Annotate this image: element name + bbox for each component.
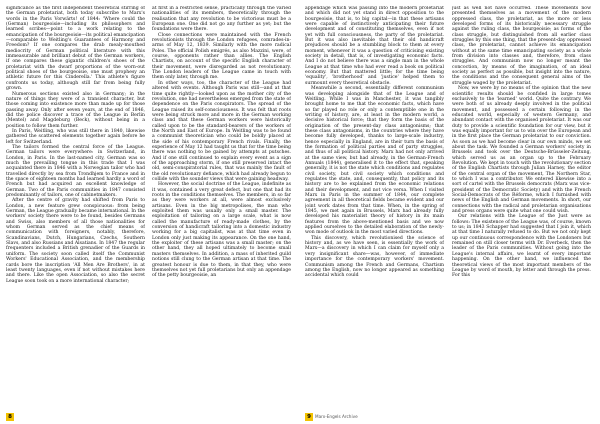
- paragraph: This discovery, which revolutionised the science of history and, as we have seen, is essentially the work of Marx—a discovery in which I can claim for myself only a very insignificant share—was, however, of immediate importance for the contemporary workers' movement. Communism among the French and Germans, Chartism among the English, now no longer appeared as something accidental which could: [305, 235, 444, 279]
- footer-text: Marx-Engels Archive: [315, 414, 358, 419]
- page-number-left: 8: [6, 413, 14, 421]
- paragraph: Close connections were maintained with the French revolutionists through the London refugees, comrades-in-arms of May 12, 1839. Similarly with the more radical Poles. The official Polish emigrés, as also Mazzini, were, of course, opponents rather than allies. The English Chartists, on account of the specific English character of their movement, were disregarded as not revolutionary. The London leaders of the League came in touch with them only later, through me.: [152, 32, 291, 81]
- text-column-2: [152, 6, 291, 406]
- page-number-right: 9: [305, 413, 313, 421]
- paragraph: significance as the first independent theoretical stirring of the German proletariat, both today subscribe to Marx's words in the Paris Vorwärts! of 1844: 'Where could the (German) bourgeoisie—including its philosophers and learned scribes—point to a work relating to the emancipation of the bourgeoisie—its political emancipation—comparable to Weitling's Guarantees of Harmony and Freedom? If one compares the drab mealy-mouthed mediocrity of German political literature with this immeasurable and brilliant debut of the German workers, if one compares these gigantic children's shoes of the proletariat with the dwarf proportions of the worn-out political shoes of the bourgeoisie, one must prophesy an athletic future for this Cinderella.' This athlete's figure confronts us today, although still far from being fully grown.: [6, 6, 145, 92]
- paragraph: The tailors formed the central force of the League. German tailors were everywhere: in Switzerland, in London, in Paris. In the last-named city, German was so much the prevailing tongue in this trade that I was acquainted there in 1846 with a Norwegian tailor who had travelled directly by sea from Trondhjem to France and in the space of eighteen months had learned hardly a word of French but had acquired an excellent knowledge of German. Two of the Paris communities in 1847 consisted predominantly of tailors, one of cabinetmakers.: [6, 144, 145, 199]
- paragraph: After the centre of gravity had shifted from Paris to London, a new feature grew conspicuous: from being German, the League gradually became international. In the workers' society there were to be found, besides Germans and Swiss, also members of all those nationalities for whom German served as the chief means of communication with foreigners, notably, therefore, Scandinavians, Dutch, Hungarians, Czechs, Southern Slavs, and also Russians and Alsatians. In 1847 the regular frequenters included a British grenadier of the Guards in uniform. The society soon called itself the Communist Workers' Educational Association, and the membership cards bore the inscription 'All Men Are Brothers', in at least twenty languages, even if not without mistakes here and there. Like the open Association, so also the secret League soon took on a more international character;: [6, 198, 145, 284]
- text-column-3: [305, 6, 444, 406]
- paragraph: Meanwhile a second, essentially different communism was developing alongside that of the League and of Weitling. While I was in Manchester, it was tangibly brought home to me that the economic facts, which have so far played no role or only a contemptible one in the writing of history, are, at least in the modern world, a decisive historical force; that they form the basis of the origination of the present-day class antagonisms; that these class antagonisms, in the countries where they have become fully developed, thanks to large-scale industry, hence especially in England, are in their turn the basis of the formation of political parties and of party struggles, and thus of all political history. Marx had not only arrived at the same view, but had already, in the German-French Annuals (1844), generalised it to the effect that, speaking generally, it is not the state which conditions and regulates civil society, but civil society which conditions and regulates the state, and, consequently, that policy and its history are to be explained from the economic relations and their development, and not vice versa. When I visited Marx in Paris in the summer of 1844, our complete agreement in all theoretical fields became evident and our joint work dates from that time. When, in the spring of 1845, we met again in Brussels, Marx had already fully developed his materialist theory of history in its main features from the above-mentioned basis and we now applied ourselves to the detailed elaboration of the newly-won mode of outlook in the most varied directions.: [305, 86, 444, 236]
- paragraph: Numerous sections existed also in Germany; in the nature of things they were of a transient character, but those coming into existence more than made up for those passing away. Only after seven years, at the end of 1846, did the police discover a trace of the League in Berlin (Mentel) and Magdeburg (Beck), without being in a position to follow them further.: [6, 91, 145, 129]
- paragraph: In other ways, too, the character of the League had altered with events. Although Paris was still—and at that time quite rightly—looked upon as the mother city of the revolution, one had nevertheless emerged from the state of dependence on the Paris conspirators. The spread of the League raised its self-consciousness. It was felt that roots were being struck more and more in the German working class and that these German workers were historically called upon to be the standard-bearers of the workers of the North and East of Europe. In Weitling was to be found a communist theoretician who could be boldly placed at the side of his contemporary French rivals. Finally, the experience of May 12 had taught us that for the time being there was nothing to be gained by attempts at putsches. And if one still continued to explain every event as a sign of the approaching storm, if one still preserved intact the old, semi-conspiratorial rules, that was mainly the fault of the old revolutionary defiance, which had already begun to collide with the sounder views that were gaining headway.: [152, 80, 291, 182]
- paragraph: However, the social doctrine of the League, indefinite as it was, contained a very great defect, but one that had its roots in the conditions themselves. The members, in so far as they were workers at all, were almost exclusively artisans. Even in the big metropolises, the man who exploited them was usually only a small master. The exploitation of tailoring on a large scale, what is now called the manufacture of ready-made clothes, by the conversion of handicraft tailoring into a domestic industry working for a big capitalist, was at that time even in London only just making its appearance. On the one hand, the exploiter of these artisans was a small master; on the other hand, they all hoped ultimately to become small masters themselves. In addition, a mass of inherited guild notions still clung to the German artisan at that time. The greatest honour is due to them, in that they, who were themselves not yet full proletarians but only an appendage of the petty bourgeoisie, an: [152, 182, 291, 279]
- text-column-4: [452, 6, 591, 406]
- paragraph: at first in a restricted sense, practically through the varied nationalities of its members, theoretically through the realisation that any revolution to be victorious must be a European one. One did not go any further as yet; but the foundations were there.: [152, 6, 291, 33]
- paragraph: just as well not have occurred. These movements now presented themselves as a movement of the modern oppressed class, the proletariat, as the more or less developed forms of its historically necessary struggle against the ruling class, the bourgeoisie; as forms of the class struggle, but distinguished from all earlier class struggles by this one thing, that the present-day oppressed class, the proletariat, cannot achieve its emancipation without at the same time emancipating society as a whole from division into classes and, therefore, from class struggles. And communism now no longer meant the concoction, by means of the imagination, of an ideal society as perfect as possible, but insight into the nature, the conditions and the consequent general aims of the struggle waged by the proletariat.: [452, 6, 591, 86]
- text-column-1: [6, 6, 145, 406]
- paragraph: Now, we were by no means of the opinion that the new scientific results should be confided in large tomes exclusively to the 'learned' world. Quite the contrary. We were both of us already deeply involved in the political movement, and possessed a certain following in the educated world, especially of western Germany, and abundant contact with the organised proletariat. It was our duty to provide a scientific foundation for our view, but it was equally important for us to win over the European and in the first place the German proletariat to our conviction. As soon as we had become clear in our own minds, we set about the task. We founded a German workers' society in Brussels and took over the Deutsche-Brüsseler-Zeitung, which served us as an organ up to the February Revolution. We kept in touch with the revolutionary section of the English Chartists through Julian Harney, the editor of the central organ of the movement, The Northern Star, to which I was a contributor. We entered likewise into a sort of cartel with the Brussels democrats (Marx was vice-president of the Democratic Society) and with the French Social-Democrats of the Réforme, which I furnished with news of the English and German movements. In short, our connections with the radical and proletarian organisations and press organs were quite what one could wish.: [452, 86, 591, 215]
- paragraph: Our relations with the League of the Just were as follows: The existence of the League was, of course, known to us; in 1843 Schapper had suggested that I join it, which at that time I naturally refused to do. But we not only kept up our continuous correspondence with the Londoners but remained on still closer terms with Dr. Everbeck, then the leader of the Paris communities. Without going into the League's internal affairs, we learnt of every important happening. On the other hand, we influenced the theoretical views of the most important members of the League by word of mouth, by letter and through the press. For this: [452, 214, 591, 279]
- paragraph: In Paris, Weitling, who was still there in 1840, likewise gathered the scattered elements together again before he left for Switzerland.: [6, 128, 145, 145]
- paragraph: appendage which was passing into the modern proletariat and which did not yet stand in direct opposition to the bourgeoisie, that is, to big capital—in that these artisans were capable of instinctively anticipating their future development and of constituting themselves, even if not yet with full consciousness, the party of the proletariat. But it was also inevitable that their old handicraft prejudices should be a stumbling block to them at every moment, whenever it was a question of criticising existing society in detail, that is, of investigating economic facts. And I do not believe there was a single man in the whole League at that time who had ever read a book on political economy. But that mattered little; for the time being 'equality', 'brotherhood' and 'justice' helped them to surmount every theoretical obstacle.: [305, 6, 444, 86]
